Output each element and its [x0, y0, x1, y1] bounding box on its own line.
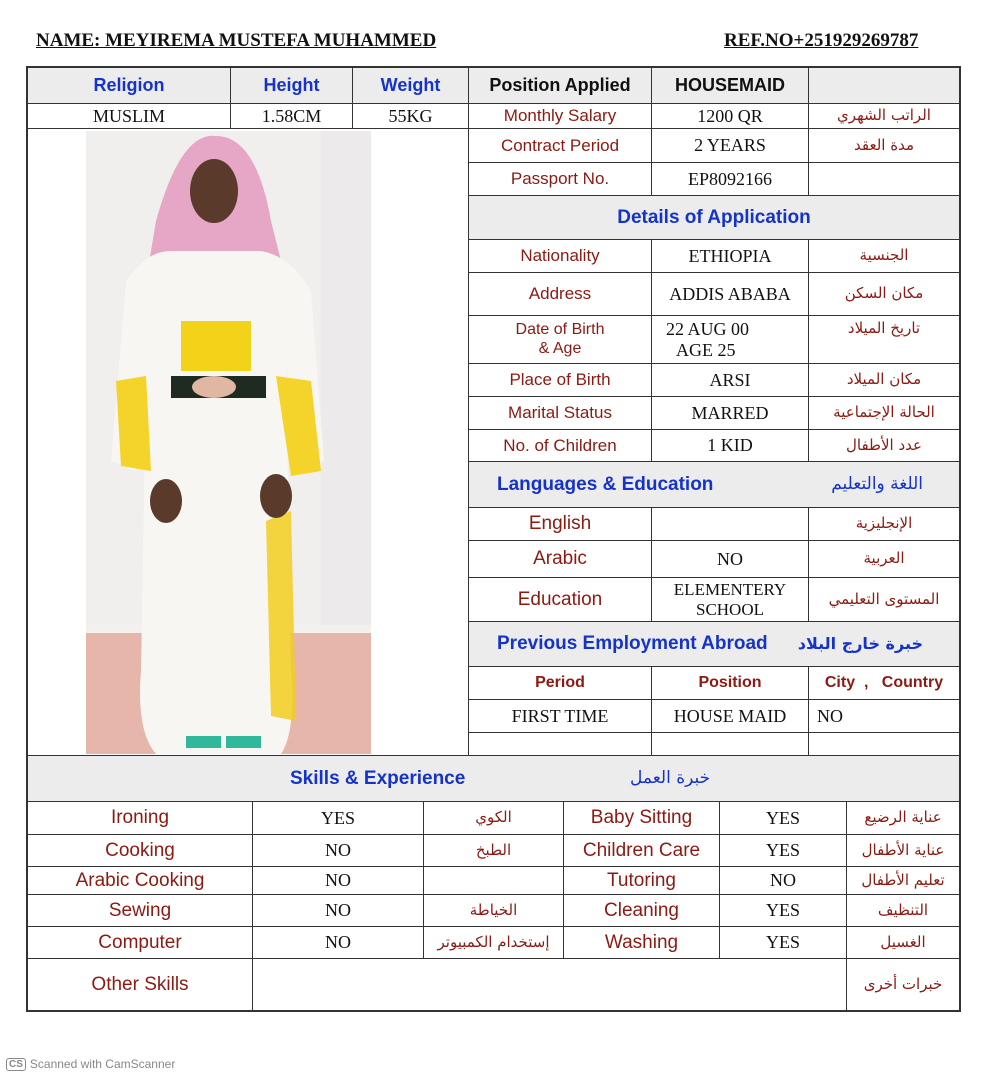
skills-title-row [27, 755, 960, 802]
english-arabic: الإنجليزية [808, 507, 960, 541]
children-label: No. of Children [468, 429, 652, 462]
religion-label: Religion [27, 67, 231, 104]
skill-right-ar: التنظيف [846, 894, 960, 927]
skill-left-label: Sewing [27, 894, 253, 927]
skill-right-ar: عناية الأطفال [846, 834, 960, 867]
employment-blank-2 [651, 732, 809, 756]
dob-label-line1: Date of Birth [515, 321, 605, 339]
nationality-arabic: الجنسية [808, 239, 960, 273]
applicant-name: NAME: MEYIREMA MUSTEFA MUHAMMED [36, 30, 437, 51]
skill-left-value: NO [252, 866, 424, 895]
skill-left-ar: إستخدام الكمبيوتر [423, 926, 564, 959]
passport-value: EP8092166 [651, 162, 809, 196]
contract-label: Contract Period [468, 128, 652, 163]
religion-value: MUSLIM [27, 103, 231, 129]
skill-right-label: Baby Sitting [563, 801, 720, 835]
applicant-photo [86, 131, 371, 754]
skills-title-arabic: خبرة العمل [630, 767, 711, 788]
education-value [651, 577, 809, 622]
birthplace-label: Place of Birth [468, 363, 652, 397]
weight-label: Weight [352, 67, 469, 104]
nationality-label: Nationality [468, 239, 652, 273]
dob-value-date: 22 AUG 00 [666, 318, 750, 339]
arabic-label: Arabic [468, 540, 652, 578]
english-value [651, 507, 809, 541]
dob-value [651, 315, 809, 364]
skill-left-ar: الخياطة [423, 894, 564, 927]
employment-blank-3 [808, 732, 960, 756]
address-label: Address [468, 272, 652, 316]
employment-position: HOUSE MAID [651, 699, 809, 733]
skill-left-label: Cooking [27, 834, 253, 867]
skill-left-value: NO [252, 926, 424, 959]
skill-right-value: NO [719, 866, 847, 895]
skill-right-value: YES [719, 926, 847, 959]
employment-title-arabic: خبرة خارج البلاد [797, 633, 923, 653]
position-label: Position Applied [468, 67, 652, 104]
education-arabic: المستوى التعليمي [808, 577, 960, 622]
education-label: Education [468, 577, 652, 622]
education-value-line1: ELEMENTERY [673, 579, 787, 599]
skill-left-value: NO [252, 894, 424, 927]
children-arabic: عدد الأطفال [808, 429, 960, 462]
skill-left-ar [423, 866, 564, 895]
col-city-country: City , Country [808, 666, 960, 700]
skill-left-label: Ironing [27, 801, 253, 835]
contract-value: 2 YEARS [651, 128, 809, 163]
children-value: 1 KID [651, 429, 809, 462]
skill-right-ar: الغسيل [846, 926, 960, 959]
camscanner-text: Scanned with CamScanner [29, 1057, 176, 1071]
employment-country: NO [808, 699, 960, 733]
languages-title: Languages & Education [497, 473, 714, 495]
skill-right-label: Tutoring [563, 866, 720, 895]
birthplace-value: ARSI [651, 363, 809, 397]
skill-right-label: Children Care [563, 834, 720, 867]
skill-left-value: NO [252, 834, 424, 867]
employment-title: Previous Employment Abroad [497, 633, 768, 655]
arabic-value: NO [651, 540, 809, 578]
languages-title-arabic: اللغة والتعليم [831, 473, 923, 494]
address-arabic: مكان السكن [808, 272, 960, 316]
salary-label: Monthly Salary [468, 103, 652, 129]
employment-blank-1 [468, 732, 652, 756]
reference-number: REF.NO+251929269787 [724, 30, 919, 51]
passport-label: Passport No. [468, 162, 652, 196]
details-title: Details of Application [468, 195, 960, 240]
salary-value: 1200 QR [651, 103, 809, 129]
other-skills-label: Other Skills [27, 958, 253, 1011]
dob-label [468, 315, 652, 364]
skill-right-ar: تعليم الأطفال [846, 866, 960, 895]
other-skills-arabic: خبرات أخرى [846, 958, 960, 1011]
position-value: HOUSEMAID [651, 67, 809, 104]
skill-right-value: YES [719, 894, 847, 927]
address-value: ADDIS ABABA [651, 272, 809, 316]
skill-right-label: Washing [563, 926, 720, 959]
languages-title-row [468, 461, 960, 508]
marital-value: MARRED [651, 396, 809, 430]
salary-arabic: الراتب الشهري [808, 103, 960, 129]
scanner-watermark [6, 1057, 175, 1071]
english-label: English [468, 507, 652, 541]
employment-title-row [468, 621, 960, 667]
arabic-arabic: العربية [808, 540, 960, 578]
weight-value: 55KG [352, 103, 469, 129]
dob-label-line2: & Age [538, 339, 582, 357]
col-position: Position [651, 666, 809, 700]
marital-arabic: الحالة الإجتماعية [808, 396, 960, 430]
skill-left-value: YES [252, 801, 424, 835]
birthplace-arabic: مكان الميلاد [808, 363, 960, 397]
employment-period: FIRST TIME [468, 699, 652, 733]
skill-left-ar: الطبخ [423, 834, 564, 867]
skill-left-ar: الكوي [423, 801, 564, 835]
skill-right-value: YES [719, 801, 847, 835]
passport-blank [808, 162, 960, 196]
marital-label: Marital Status [468, 396, 652, 430]
contract-arabic: مدة العقد [808, 128, 960, 163]
skill-left-label: Arabic Cooking [27, 866, 253, 895]
height-label: Height [230, 67, 353, 104]
nationality-value: ETHIOPIA [651, 239, 809, 273]
col-period: Period [468, 666, 652, 700]
height-value: 1.58CM [230, 103, 353, 129]
skills-title: Skills & Experience [290, 767, 466, 789]
skill-right-value: YES [719, 834, 847, 867]
education-value-line2: SCHOOL [695, 599, 764, 619]
camscanner-badge: CS [6, 1058, 26, 1071]
dob-value-age: AGE 25 [676, 339, 736, 360]
skill-right-ar: عناية الرضيع [846, 801, 960, 835]
dob-arabic: تاريخ الميلاد [808, 315, 960, 364]
skill-right-label: Cleaning [563, 894, 720, 927]
other-skills-value [252, 958, 847, 1011]
position-blank [808, 67, 960, 104]
skill-left-label: Computer [27, 926, 253, 959]
